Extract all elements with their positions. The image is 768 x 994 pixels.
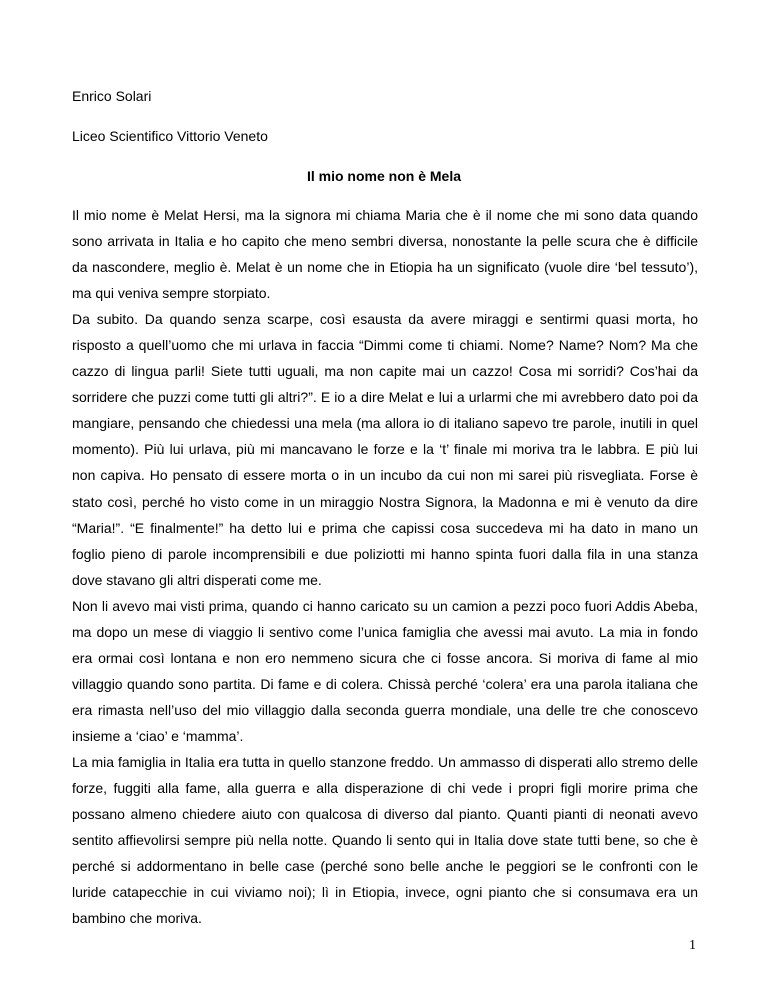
- paragraph: Da subito. Da quando senza scarpe, così esausta da avere miraggi e sentirmi quasi morta, ho risposto a quell’uomo che mi urlava in faccia “Dimmi come ti chiami. Nome? Name? Nom? Ma che cazzo di lingua parli! Siete tutti uguali, ma non capite mai un cazzo! Cosa mi sorridi? Cos’hai da sorridere che puzzi come tutti gli altri?”. E io a dire Melat e lui a urlarmi che mi avrebbero dato poi da mangiare, pensando che chiedessi una mela (ma allora io di italiano sapevo tre parole, inutili in quel momento). Più lui urlava, più mi mancavano le forze e la ‘t’ finale mi moriva tra le labbra. E più lui non capiva. Ho pensato di essere morta o in un incubo da cui non mi sarei più risvegliata. Forse è stato così, perché ho visto come in un miraggio Nostra Signora, la Madonna e mi è venuto da dire “Maria!”. “E finalmente!” ha detto lui e prima che capissi cosa succedeva mi ha dato in mano un foglio pieno di parole incomprensibili e due poliziotti mi hanno spinta fuori dalla fila in una stanza dove stavano gli altri disperati come me.: [72, 311, 698, 588]
- school-name: Liceo Scientifico Vittorio Veneto: [72, 128, 268, 144]
- paragraph: Il mio nome è Melat Hersi, ma la signora mi chiama Maria che è il nome che mi sono data quando sono arrivata in Italia e ho capito che meno sembri diversa, nonostante la pelle scura che è difficile da nascondere, meglio è. Melat è un nome che in Etiopia ha un significato (vuole dire ‘bel tessuto’), ma qui veniva sempre storpiato.: [72, 207, 698, 302]
- document-body: [72, 202, 698, 931]
- author-name: Enrico Solari: [72, 88, 152, 104]
- paragraph: Non li avevo mai visti prima, quando ci hanno caricato su un camion a pezzi poco fuori Addis Abeba, ma dopo un mese di viaggio li sentivo come l’unica famiglia che avessi mai avuto. La mia in fondo era ormai così lontana e non ero nemmeno sicura che ci fosse ancora. Si moriva di fame al mio villaggio quando sono partita. Di fame e di colera. Chissà perché ‘colera’ era una parola italiana che era rimasta nell’uso del mio villaggio dalla seconda guerra mondiale, una delle tre che conoscevo insieme a ‘ciao’ e ‘mamma’.: [72, 597, 698, 744]
- page-number: 1: [689, 938, 696, 953]
- paragraph: La mia famiglia in Italia era tutta in quello stanzone freddo. Un ammasso di disperati allo stremo delle forze, fuggiti alla fame, alla guerra e alla disperazione di chi vede i propri figli morire prima che possano almeno chiedere aiuto con qualcosa di diverso dal pianto. Quanti pianti di neonati avevo sentito affievolirsi sempre più nella notte. Quando li sento qui in Italia dove state tutti bene, so che è perché si addormentano in belle case (perché sono belle anche le peggiori se le confronti con le luride catapecchie in cui viviamo noi); lì in Etiopia, invece, ogni pianto che si consumava era un bambino che moriva.: [72, 753, 698, 927]
- document-title: Il mio nome non è Mela: [306, 168, 462, 184]
